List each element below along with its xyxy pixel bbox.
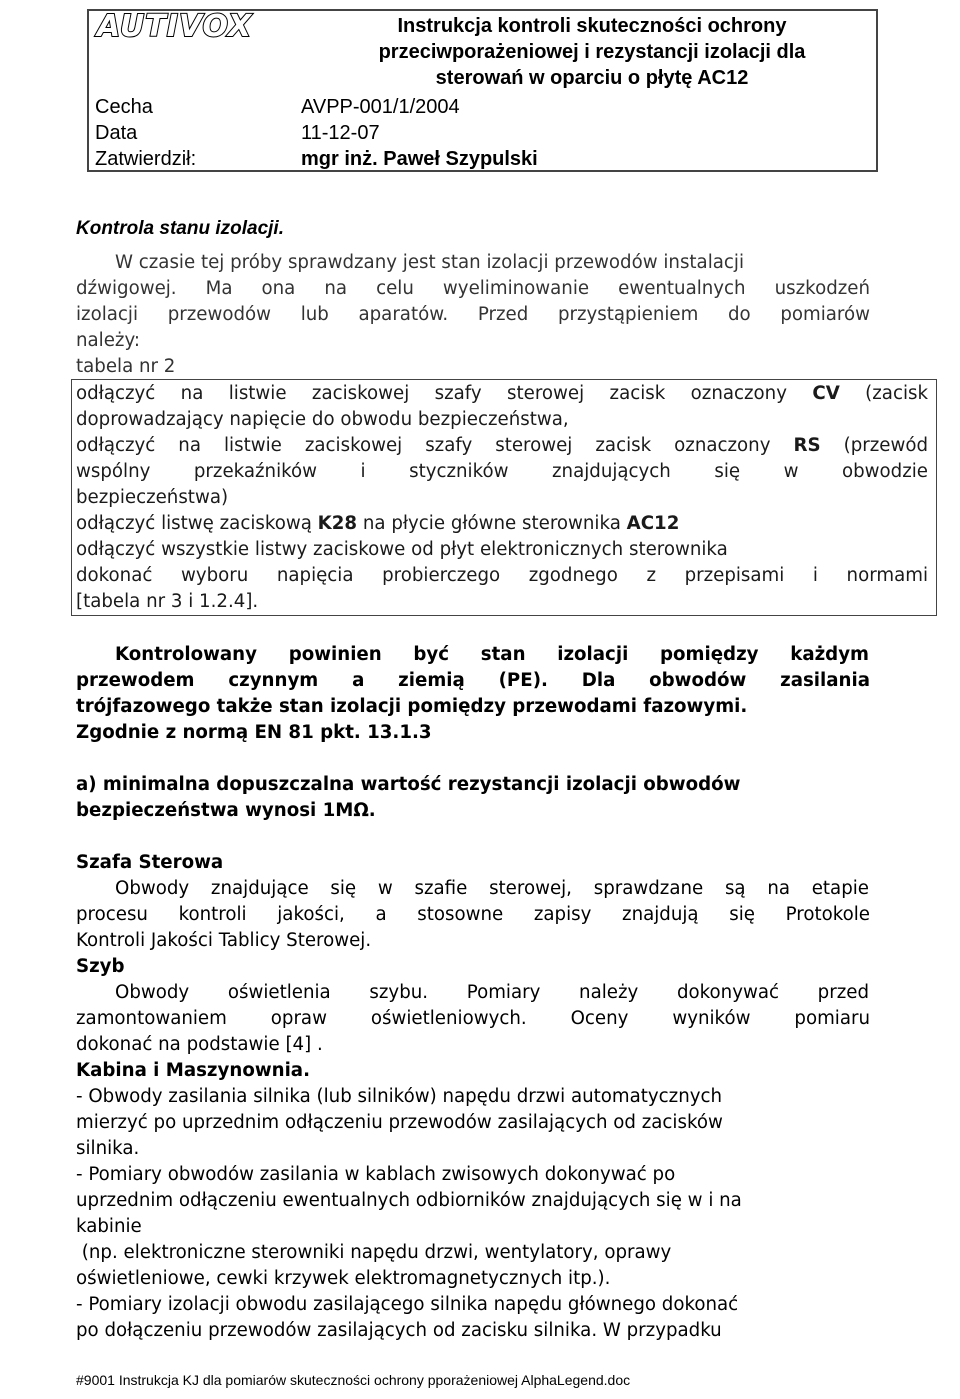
- intro-line: W czasie tej próby sprawdzany jest stan izolacji przewodów instalacji: [115, 252, 745, 273]
- date-value: 11-12-07: [301, 122, 380, 144]
- cecha-value: AVPP-001/1/2004: [301, 96, 460, 118]
- approved-value: mgr inż. Paweł Szypulski: [301, 148, 538, 170]
- box-line: odłączyć na listwie zaciskowej szafy sterowej zacisk oznaczony RS (przewód: [76, 435, 928, 456]
- title-line: przeciwporażeniowej i rezystancji izolacji dla: [378, 41, 806, 63]
- box-line: dokonać wyboru napięcia probierczego zgodnego z przepisami i normami: [76, 565, 928, 586]
- point-a-line: bezpieczeństwa wynosi 1MΩ.: [76, 800, 376, 821]
- table-reference: tabela nr 2: [76, 356, 176, 377]
- kabina-line: mierzyć po uprzednim odłączeniu przewodów zasilających od zacisków: [76, 1112, 723, 1133]
- section-title: Kontrola stanu izolacji.: [76, 218, 284, 239]
- szafa-heading: Szafa Sterowa: [76, 852, 224, 873]
- box-line: [tabela nr 3 i 1.2.4].: [76, 591, 259, 612]
- bold-para-line: przewodem czynnym a ziemią (PE). Dla obwodów zasilania: [76, 670, 870, 691]
- kabina-line: - Pomiary izolacji obwodu zasilającego silnika napędu głównego dokonać: [76, 1294, 739, 1315]
- box-line: odłączyć na listwie zaciskowej szafy sterowej zacisk oznaczony CV (zacisk: [76, 383, 929, 404]
- point-a-line: a) minimalna dopuszczalna wartość rezystancji izolacji obwodów: [76, 774, 741, 795]
- szyb-line: Obwody oświetlenia szybu. Pomiary należy dokonywać przed: [115, 982, 869, 1003]
- kabina-line: uprzednim odłączeniu ewentualnych odbiorników znajdujących się w i na: [76, 1190, 742, 1211]
- box-line: wspólny przekaźników i styczników znajdujących się w obwodzie: [76, 461, 928, 482]
- bold-para-line: Kontrolowany powinien być stan izolacji pomiędzy każdym: [115, 644, 869, 665]
- page-footer: #9001 Instrukcja KJ dla pomiarów skuteczności ochrony pporażeniowej AlphaLegend.doc: [76, 1372, 631, 1388]
- document-header: [87, 9, 878, 172]
- kabina-line: po dołączeniu przewodów zasilających od zacisku silnika. W przypadku: [76, 1320, 722, 1341]
- kabina-line: - Pomiary obwodów zasilania w kablach zwisowych dokonywać po: [76, 1164, 676, 1185]
- szafa-line: Kontroli Jakości Tablicy Sterowej.: [76, 930, 372, 951]
- intro-line: dźwigowej. Ma ona na celu wyeliminowanie ewentualnych uszkodzeń: [76, 278, 870, 299]
- date-label: Data: [95, 122, 138, 144]
- title-line: sterowań w oparciu o płytę AC12: [435, 67, 749, 89]
- kabina-line: kabinie: [76, 1216, 142, 1237]
- cecha-label: Cecha: [95, 96, 153, 118]
- kabina-line: - Obwody zasilania silnika (lub silników) napędu drzwi automatycznych: [76, 1086, 723, 1107]
- box-line: odłączyć wszystkie listwy zaciskowe od płyt elektronicznych sterownika: [76, 539, 728, 560]
- kabina-heading: Kabina i Maszynownia.: [76, 1060, 310, 1081]
- intro-line: izolacji przewodów lub aparatów. Przed przystąpieniem do pomiarów: [76, 304, 870, 325]
- kabina-line: oświetleniowe, cewki krzywek elektromagnetycznych itp.).: [76, 1268, 611, 1289]
- company-logo: AUTIVOX: [97, 9, 253, 44]
- szyb-line: zamontowaniem opraw oświetleniowych. Oceny wyników pomiaru: [76, 1008, 870, 1029]
- szafa-line: Obwody znajdujące się w szafie sterowej, sprawdzane są na etapie: [115, 878, 869, 899]
- box-line: doprowadzający napięcie do obwodu bezpieczeństwa,: [76, 409, 569, 430]
- kabina-line: silnika.: [76, 1138, 140, 1159]
- approved-label: Zatwierdził:: [95, 148, 197, 170]
- kabina-line: (np. elektroniczne sterowniki napędu drzwi, wentylatory, oprawy: [76, 1242, 672, 1263]
- bold-para-line: trójfazowego także stan izolacji pomiędzy przewodami fazowymi.: [76, 696, 748, 717]
- szafa-line: procesu kontroli jakości, a stosowne zapisy znajdują się Protokole: [76, 904, 870, 925]
- bold-para-line: Zgodnie z normą EN 81 pkt. 13.1.3: [76, 722, 432, 743]
- box-line: bezpieczeństwa): [76, 487, 229, 508]
- box-line: odłączyć listwę zaciskową K28 na płycie główne sterownika AC12: [76, 513, 680, 534]
- title-line: Instrukcja kontroli skuteczności ochrony: [397, 15, 787, 37]
- szyb-heading: Szyb: [76, 956, 125, 977]
- document-title: [309, 13, 875, 91]
- szyb-line: dokonać na podstawie [4] .: [76, 1034, 323, 1055]
- intro-line: należy:: [76, 330, 141, 351]
